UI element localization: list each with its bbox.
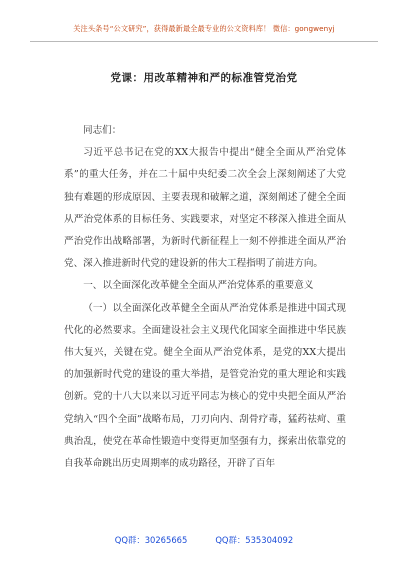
header-divider <box>30 41 378 42</box>
document-title: 党课：用改革精神和严的标准管党治党 <box>110 72 298 84</box>
paragraph-2: （一）以全面深化改革健全全面从严治党体系是推进中国式现代化的必然要求。全面建设社会主义现代化国家全面推进中华民族伟大复兴，关键在党。健全全面从严治党体系，是党的XX大提出的加强新时代党的建设的重大举措，是管党治党的重大理论和实践创新。党的十八大以来以习近平同志为核心的党中央把全面从严治党纳入“四个全面”战略布局，刀刃向内、刮骨疗毒，猛药祛疴、重典治乱，使党在革命性锻造中变得更加坚强有力，探索出依靠党的自我革命跳出历史周期率的成功路径，开辟了百年 <box>64 302 346 470</box>
footer-qq-group-1: QQ群：30265665 <box>114 535 188 545</box>
footer-contact <box>0 534 408 546</box>
header-promo-note: 关注头条号“公文研究”，获得最新最全最专业的公文资料库！ 微信：gongwenyj <box>73 24 335 33</box>
paragraph-1: 习近平总书记在党的XX大报告中提出“健全全面从严治党体系”的重大任务，并在二十届中央纪委二次全会上深刻阐述了大党独有难题的形成原因、主要表现和破解之道，深刻阐述了健全全面从严治党体系的目标任务、实践要求，对坚定不移深入推进全面从严治党作出战略部署，为新时代新征程上一刻不停推进全面从严治党、深入推进新时代党的建设新的伟大工程指明了前进方向。 <box>64 147 346 270</box>
section-heading-1: 一、以全面深化改革健全全面从严治党体系的重要意义 <box>83 280 314 292</box>
document-body <box>64 120 346 475</box>
footer-qq-group-2: QQ群：535304092 <box>215 535 294 545</box>
greeting: 同志们： <box>83 125 122 136</box>
